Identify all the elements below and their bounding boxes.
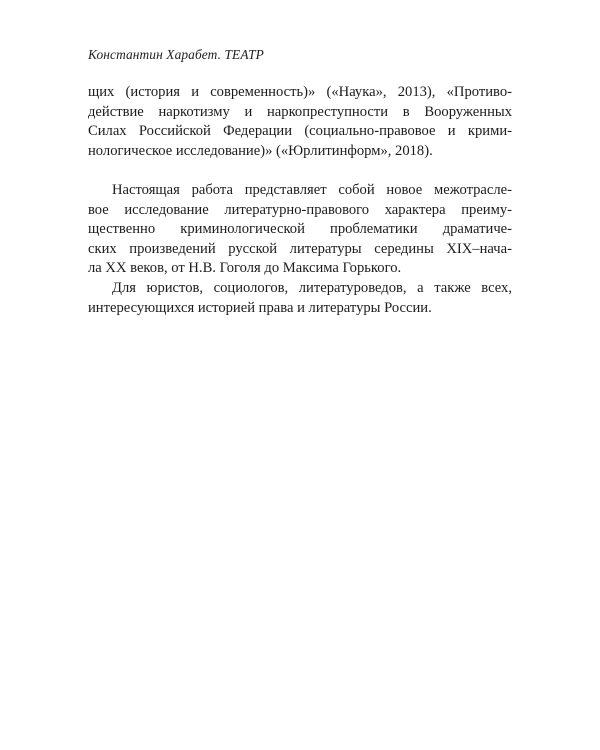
running-head: Константин Харабет. ТЕАТР [88,47,264,62]
paragraph-line: ла XX веков, от Н.В. Гоголя до Максима Горького. [88,260,402,277]
paragraph-line: щественно криминологической проблематики драматиче- [88,221,512,238]
paragraph-line: Для юристов, социологов, литературоведов, а также всех, [112,279,512,296]
paragraph-line: Силах Российской Федерации (социально-правовое и крими- [88,123,512,140]
paragraph-line: щих (история и современность)» («Наука», 2013), «Противо- [88,84,512,100]
page-text [88,83,512,318]
paragraph-line: вое исследование литературно-правового характера преиму- [88,201,512,218]
paragraph-line: действие наркотизму и наркопреступности в Вооруженных [88,103,512,120]
paragraph-gap [88,161,512,181]
paragraph-line: интересующихся историей права и литературы России. [88,299,432,316]
paragraph-line: нологическое исследование)» («Юрлитинформ», 2018). [88,142,433,159]
paragraph-line: ских произведений русской литературы середины XIX–нача- [88,240,512,257]
paragraph-2 [88,181,512,279]
paragraph-1 [88,83,512,161]
paragraph-3 [88,279,512,318]
paragraph-line: Настоящая работа представляет собой новое межотрасле- [112,181,512,198]
